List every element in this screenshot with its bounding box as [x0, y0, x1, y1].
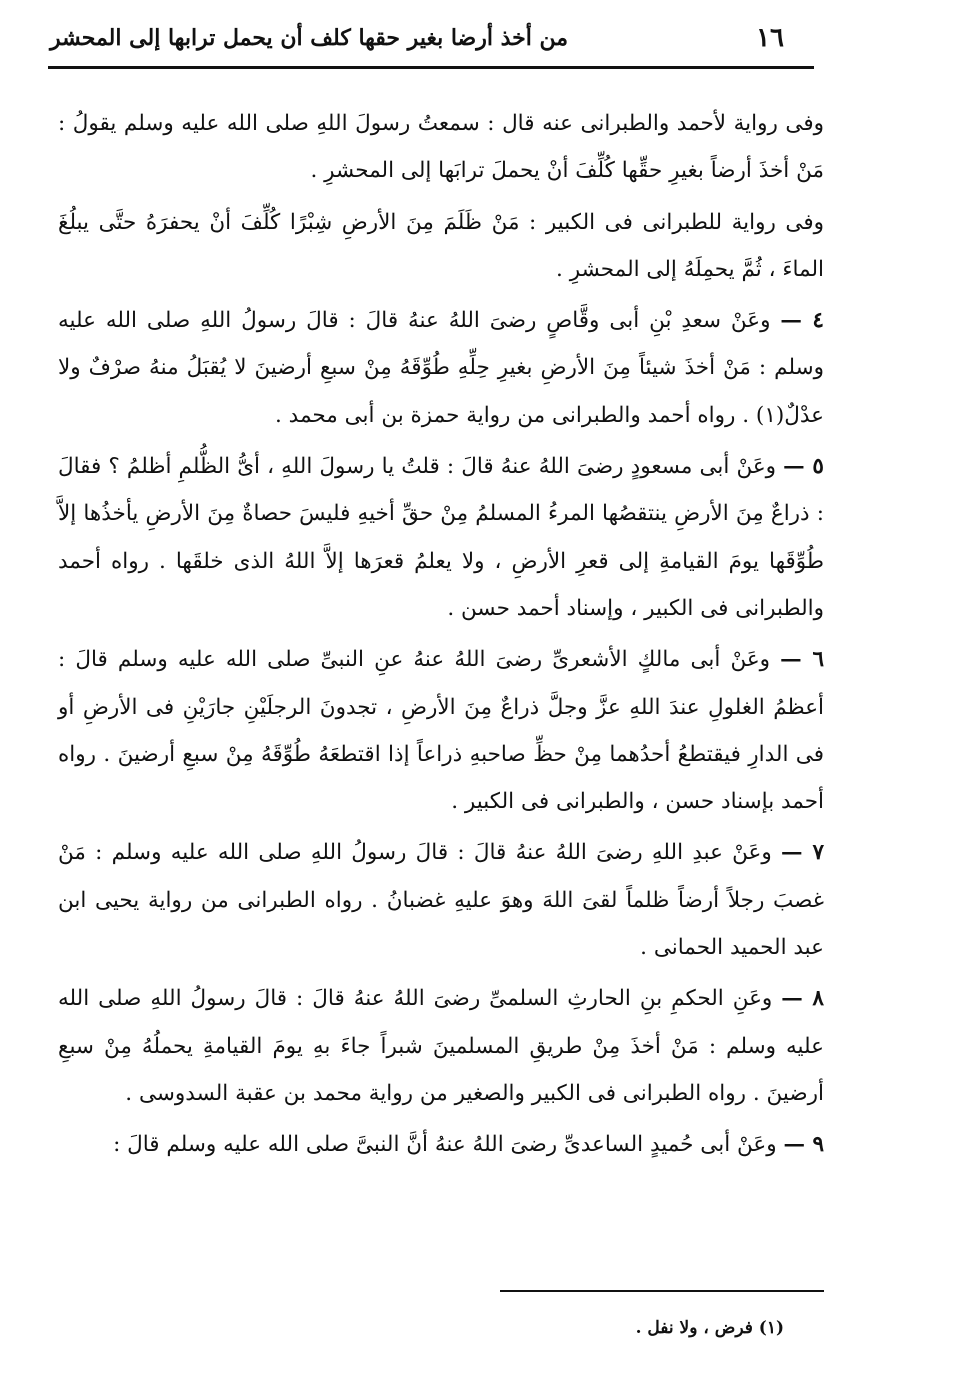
paragraph — [58, 443, 824, 632]
paragraph — [58, 1121, 824, 1168]
paragraph-text: وفى رواية للطبرانى فى الكبير : مَنْ ظَلَمَ مِنَ الأرضِ شِبْرًا كُلِّفَ أنْ يحفرَهُ حتَّى يبلُغَ الماءَ ، ثُمَّ يحمِلَهُ إلى المحشرِ . — [58, 209, 824, 282]
running-title: من أخذ أرضا بغير حقها كلف أن يحمل ترابها إلى المحشر — [50, 25, 569, 51]
paragraph — [58, 975, 824, 1117]
paragraph-text: وعَنْ أبى مالكٍ الأشعرىِّ رضىَ اللهُ عنهُ عنِ النبىِّ صلى الله عليه وسلم قالَ : أعظمُ الغلولِ عندَ اللهِ عزَّ وجلَّ ذراعٌ مِنَ الأرضِ ، تجدونَ الرجلَيْنِ جارَيْنِ فى الأرضِ أو فى الدارِ فيقتطعُ أحدُهما مِنْ حظِّ صاحبهِ ذراعاً إذا اقتطعَهُ طُوِّقَهُ مِنْ سبعِ أرضينَ . رواه أحمد بإسناد حسن ، والطبرانى فى الكبير . — [58, 647, 824, 815]
footnote: (١) فرض ، ولا نفل . — [635, 1318, 784, 1338]
hadith-number: ٩ — — [783, 1132, 824, 1158]
paragraph-text: وعَنْ سعدِ بْنِ أبى وقَّاصٍ رضىَ اللهُ عنهُ قالَ : قالَ رسولُ اللهِ صلى الله عليه وسلم : مَنْ أخذَ شيئاً مِنَ الأرضِ بغيرِ حِلِّهِ طُوِّقَهُ مِنْ سبعِ أرضينَ لا يُقبَلُ منهُ صرْفٌ ولا عدْلٌ(١) . رواه أحمد والطبرانى من رواية حمزة بن أبى محمد . — [58, 308, 824, 428]
page-header — [50, 18, 784, 58]
paragraph — [58, 297, 824, 439]
page-body — [58, 100, 824, 1173]
paragraph-text: وعَنْ عبدِ اللهِ رضىَ اللهُ عنهُ قالَ : قالَ رسولُ اللهِ صلى الله عليه وسلم : مَنْ غصبَ رجلاً أرضاً ظلماً لقىَ اللهَ وهوَ عليهِ غضبانُ . رواه الطبرانى من رواية يحيى ابن عبد الحميد الحمانى . — [58, 840, 824, 961]
hadith-number: ٥ — — [783, 454, 824, 480]
paragraph — [58, 199, 824, 294]
paragraph — [58, 636, 824, 825]
paragraph-text: وعَنِ الحكمِ بنِ الحارثِ السلمىِّ رضىَ اللهُ عنهُ قالَ : قالَ رسولُ اللهِ صلى الله عليه وسلم : مَنْ أخذَ مِنْ طريقِ المسلمينَ شبراً جاءَ بهِ يومَ القيامةِ يحملُهُ مِنْ سبعِ أرضينَ . رواه الطبرانى فى الكبير والصغير من رواية محمد بن عقبة السدوسى . — [58, 986, 824, 1106]
header-rule — [48, 66, 814, 69]
page-number: ١٦ — [756, 23, 784, 53]
hadith-number: ٦ — — [780, 647, 824, 673]
hadith-number: ٧ — — [781, 840, 824, 866]
hadith-number: ٨ — — [781, 986, 824, 1012]
hadith-number: ٤ — — [780, 308, 824, 334]
paragraph — [58, 100, 824, 195]
paragraph-text: وعَنْ أبى مسعودٍ رضىَ اللهُ عنهُ قالَ : قلتُ يا رسولَ اللهِ ، أىُّ الظُّلمِ أظلمُ ؟ فقالَ : ذراعٌ مِنَ الأرضِ ينتقصُها المرءُ المسلمُ مِنْ حقِّ أخيهِ فليسَ حصاةٌ مِنَ الأرضِ يأخذُها إلاَّ طُوِّقَها يومَ القيامةِ إلى قعرِ الأرضِ ، ولا يعلمُ قعرَها إلاَّ اللهُ الذى خلقَها . رواه أحمد والطبرانى فى الكبير ، وإسناد أحمد حسن . — [58, 454, 824, 621]
paragraph — [58, 829, 824, 971]
paragraph-text: وعَنْ أبى حُميدٍ الساعدىِّ رضىَ اللهُ عنهُ أنَّ النبىَّ صلى الله عليه وسلم قالَ : — [113, 1132, 777, 1158]
footnote-rule — [500, 1290, 824, 1292]
paragraph-text: وفى رواية لأحمد والطبرانى عنه قال : سمعتُ رسولَ اللهِ صلى الله عليه وسلم يقولُ : مَنْ أخذَ أرضاً بغيرِ حقِّها كُلِّفَ أنْ يحملَ ترابَها إلى المحشرِ . — [58, 111, 824, 184]
